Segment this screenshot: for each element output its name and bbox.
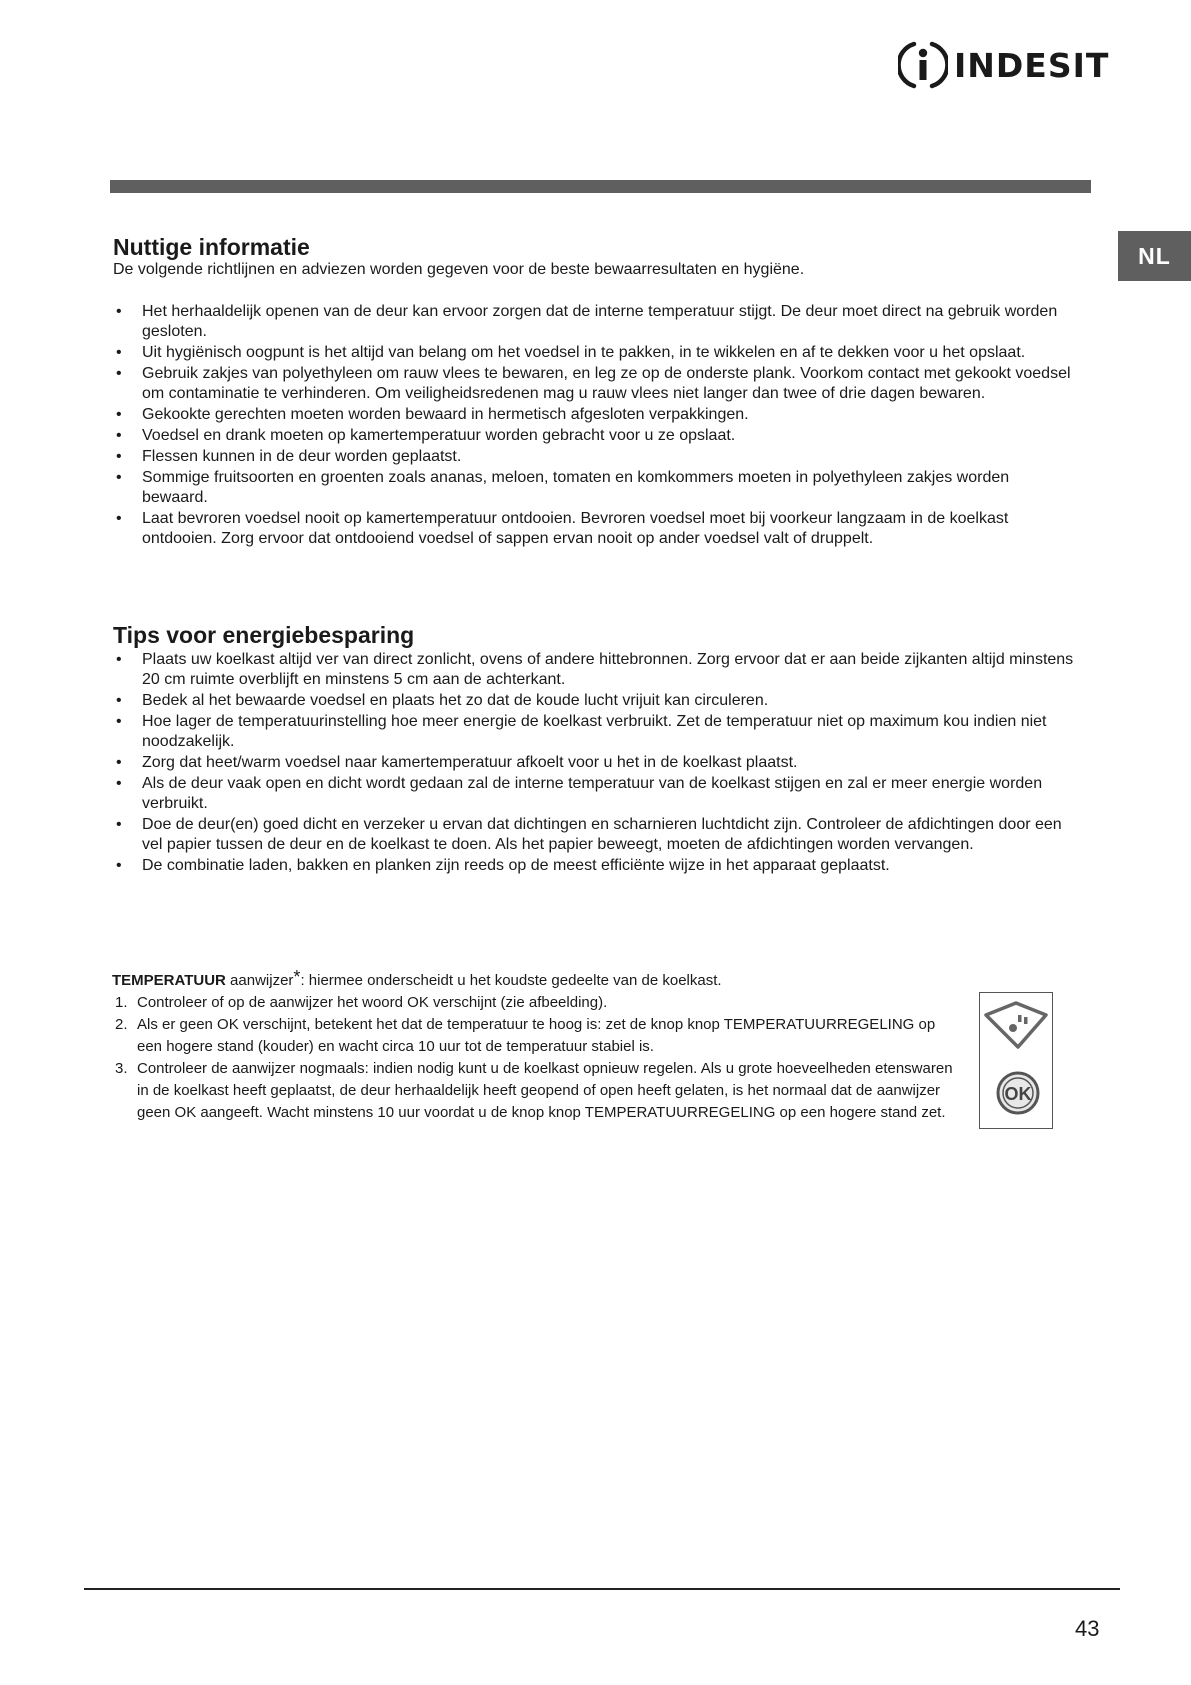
temperature-step (112, 992, 962, 1014)
bullet-icon: • (116, 469, 122, 486)
bullet-icon: • (116, 754, 122, 771)
bullet-icon: • (116, 651, 122, 668)
temperature-step (112, 1058, 962, 1124)
indicator-icon (980, 993, 1052, 1128)
bullet-icon: • (116, 448, 122, 465)
list-item-text: Flessen kunnen in de deur worden geplaatst. (142, 448, 462, 465)
list-item-text: Bedek al het bewaarde voedsel en plaats het zo dat de koude lucht vrijuit kan circuleren. (142, 692, 769, 709)
footer-divider (84, 1588, 1120, 1590)
energy-tips-list (112, 650, 1078, 877)
bullet-icon: • (116, 816, 122, 833)
list-item-text: De combinatie laden, bakken en planken zijn reeds op de meest efficiënte wijze in het apparaat geplaatst. (142, 857, 890, 874)
list-item-text: Uit hygiënisch oogpunt is het altijd van belang om het voedsel in te pakken, in te wikkelen en af te dekken voor u het opslaat. (142, 344, 1026, 361)
brand-name: INDESIT (954, 45, 1110, 85)
language-tab: NL (1118, 231, 1191, 281)
temperature-heading-description: : hiermee onderscheidt u het koudste gedeelte van de koelkast. (300, 972, 722, 989)
temperature-steps-list (112, 992, 962, 1124)
list-item (112, 691, 1078, 711)
bullet-icon: • (116, 857, 122, 874)
list-item-text: Hoe lager de temperatuurinstelling hoe meer energie de koelkast verbruikt. Zet de temperatuur niet op maximum kou indien niet noodzakelijk. (142, 713, 1047, 750)
list-item (112, 712, 1078, 752)
ok-indicator-label: OK (1004, 1084, 1032, 1104)
step-text: Controleer of op de aanwijzer het woord OK verschijnt (zie afbeelding). (137, 994, 608, 1011)
bullet-icon: • (116, 427, 122, 444)
list-item-text: Voedsel en drank moeten op kamertemperatuur worden gebracht voor u ze opslaat. (142, 427, 736, 444)
step-text: Als er geen OK verschijnt, betekent het dat de temperatuur te hoog is: zet de knop knop TEMPERATUURREGELING op een hogere stand (kouder) en wacht circa 10 uur tot de temperatuur stabiel is. (137, 1016, 936, 1055)
list-item-text: Laat bevroren voedsel nooit op kamertemperatuur ontdooien. Bevroren voedsel moet bij voorkeur langzaam in de koelkast ontdooien. Zorg ervoor dat ontdooiend voedsel of sappen ervan nooit op ander voedsel valt of druppelt. (142, 510, 1009, 547)
temperature-indicator-illustration (979, 992, 1053, 1129)
list-item (112, 405, 1078, 425)
temperature-step (112, 1014, 962, 1058)
brand-logo (898, 40, 1109, 90)
list-item (112, 343, 1078, 363)
indesit-logo-icon (898, 40, 948, 90)
temperature-heading (112, 967, 962, 992)
list-item (112, 650, 1078, 690)
list-item (112, 426, 1078, 446)
list-item (112, 753, 1078, 773)
bullet-icon: • (116, 365, 122, 382)
list-item-text: Sommige fruitsoorten en groenten zoals ananas, meloen, tomaten en komkommers moeten in polyethyleen zakjes worden bewaard. (142, 469, 1010, 506)
step-text: Controleer de aanwijzer nogmaals: indien nodig kunt u de koelkast opnieuw regelen. Als u grote hoeveelheden etenswaren in de koelkast heeft geplaatst, de deur herhaaldelijk heeft geopend of open heeft gelaten, is het normaal dat de aanwijzer geen OK aangeeft. Wacht minstens 10 uur voordat u de knop knop TEMPERATUURREGELING op een hogere stand zet. (137, 1060, 953, 1121)
bullet-icon: • (116, 692, 122, 709)
section-intro: De volgende richtlijnen en adviezen worden gegeven voor de beste bewaarresultaten en hygiëne. (113, 261, 805, 278)
temperature-heading-label: aanwijzer (225, 972, 294, 989)
temperature-indicator-section (112, 967, 962, 1124)
bullet-icon: • (116, 775, 122, 792)
list-item (112, 509, 1078, 549)
list-item (112, 302, 1078, 342)
step-number: 1. (115, 994, 128, 1011)
list-item (112, 815, 1078, 855)
list-item (112, 468, 1078, 508)
bullet-icon: • (116, 406, 122, 423)
step-number: 2. (115, 1016, 128, 1033)
list-item (112, 447, 1078, 467)
bullet-icon: • (116, 303, 122, 320)
list-item-text: Plaats uw koelkast altijd ver van direct zonlicht, ovens of andere hittebronnen. Zorg ervoor dat er aan beide zijkanten altijd minstens 20 cm ruimte overblijft en minstens 5 cm aan de achterkant. (142, 651, 1074, 688)
list-item (112, 774, 1078, 814)
list-item-text: Gekookte gerechten moeten worden bewaard in hermetisch afgesloten verpakkingen. (142, 406, 749, 423)
page-number: 43 (1075, 1616, 1100, 1641)
list-item-text: Het herhaaldelijk openen van de deur kan ervoor zorgen dat de interne temperatuur stijgt. De deur moet direct na gebruik worden gesloten. (142, 303, 1058, 340)
bullet-icon: • (116, 713, 122, 730)
section-title-energy-tips: Tips voor energiebesparing (113, 622, 415, 648)
section-title-useful-info: Nuttige informatie (113, 234, 310, 260)
temperature-heading-bold: TEMPERATUUR (112, 972, 226, 989)
list-item (112, 856, 1078, 876)
list-item-text: Als de deur vaak open en dicht wordt gedaan zal de interne temperatuur van de koelkast stijgen en zal er meer energie worden verbruikt. (142, 775, 1043, 812)
step-number: 3. (115, 1060, 128, 1077)
useful-info-list (112, 302, 1078, 550)
list-item-text: Zorg dat heet/warm voedsel naar kamertemperatuur afkoelt voor u het in de koelkast plaatst. (142, 754, 798, 771)
list-item (112, 364, 1078, 404)
bullet-icon: • (116, 510, 122, 527)
list-item-text: Doe de deur(en) goed dicht en verzeker u ervan dat dichtingen en scharnieren luchtdicht zijn. Controleer de afdichtingen door een vel papier tussen de deur en de koelkast te doen. Als het papier beweegt, moeten de afdichtingen worden vervangen. (142, 816, 1062, 853)
header-divider-bar (110, 180, 1091, 193)
bullet-icon: • (116, 344, 122, 361)
list-item-text: Gebruik zakjes van polyethyleen om rauw vlees te bewaren, en leg ze op de onderste plank. Voorkom contact met gekookt voedsel om contaminatie te verhinderen. Om veiligheidsredenen mag u rauw vlees niet langer dan twee of drie dagen bewaren. (142, 365, 1071, 402)
asterisk-mark: * (293, 967, 301, 987)
